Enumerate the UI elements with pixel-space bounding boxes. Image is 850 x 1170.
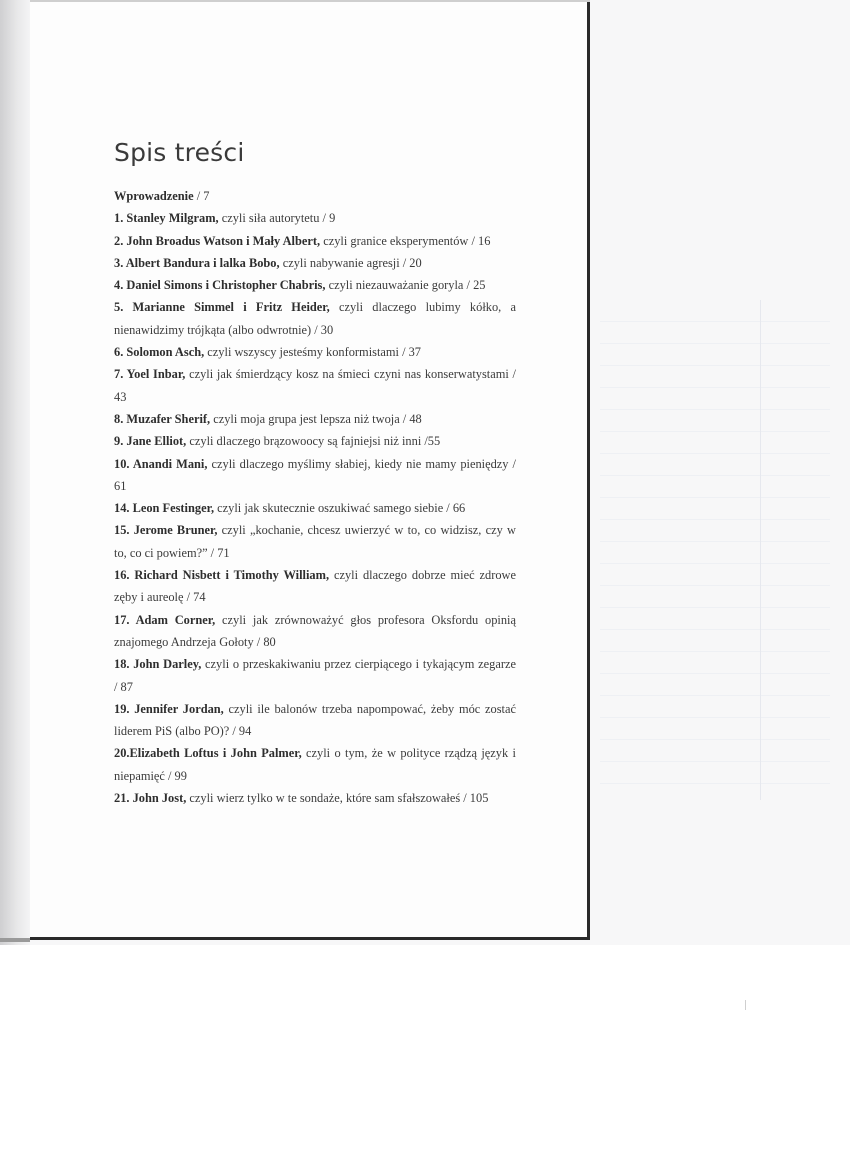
toc-entry-heading: 3. Albert Bandura i lalka Bobo, bbox=[114, 255, 280, 270]
toc-entry bbox=[114, 742, 516, 787]
toc-entry bbox=[114, 497, 516, 519]
book-spine-shadow bbox=[0, 0, 30, 945]
page-top-edge bbox=[30, 0, 590, 2]
toc-entry-text: czyli dlaczego myślimy słabiej, kiedy nie mamy pieniędzy / 61 bbox=[114, 456, 516, 493]
toc-entry-heading: 1. Stanley Milgram, bbox=[114, 211, 219, 226]
toc-entry-text: czyli dlaczego lubimy kółko, a nienawidzimy trójkąta (albo odwrotnie) / 30 bbox=[114, 300, 516, 337]
toc-entry bbox=[114, 363, 516, 408]
toc-entry-text: czyli niezauważanie goryla / 25 bbox=[325, 278, 486, 293]
toc-entry bbox=[114, 296, 516, 341]
toc-entry bbox=[114, 430, 516, 452]
toc-entry-text: czyli siła autorytetu / 9 bbox=[218, 211, 336, 226]
toc-entry-heading: 15. Jerome Bruner, bbox=[114, 523, 218, 538]
toc-entry-text: czyli dlaczego dobrze mieć zdrowe zęby i aureolę / 74 bbox=[114, 568, 516, 605]
toc-entry bbox=[114, 185, 516, 207]
toc-entry bbox=[114, 207, 516, 229]
toc-entry bbox=[114, 564, 516, 609]
toc-entry-text: czyli jak zrównoważyć głos profesora Oksfordu opinią znajomego Andrzeja Gołoty / 80 bbox=[114, 612, 516, 649]
toc-entry-text: czyli o tym, że w polityce rządzą język i niepamięć / 99 bbox=[114, 746, 516, 783]
toc-entry-heading: Wprowadzenie bbox=[114, 189, 194, 203]
toc-entry bbox=[114, 653, 516, 698]
toc-entry-heading: 19. Jennifer Jordan, bbox=[114, 701, 224, 716]
toc-entry bbox=[114, 609, 516, 654]
toc-entry-text: czyli jak śmierdzący kosz na śmieci czyni nas konserwatystami / 43 bbox=[114, 367, 516, 404]
toc-entry-heading: 5. Marianne Simmel i Fritz Heider, bbox=[114, 300, 330, 315]
bleed-through-lines bbox=[600, 300, 830, 800]
toc-entry-text: czyli wierz tylko w te sondaże, które sam sfałszowałeś / 105 bbox=[186, 791, 489, 806]
toc-entry-heading: 18. John Darley, bbox=[114, 657, 202, 672]
bleed-through-rule bbox=[760, 300, 761, 800]
toc-entry-text: czyli granice eksperymentów / 16 bbox=[320, 233, 491, 248]
toc-entry-heading: 16. Richard Nisbett i Timothy William, bbox=[114, 568, 330, 583]
toc-entry-text: czyli moja grupa jest lepsza niż twoja / 48 bbox=[210, 411, 422, 426]
toc-entry-text: / 7 bbox=[193, 189, 210, 203]
toc-entry-heading: 8. Muzafer Sherif, bbox=[114, 411, 211, 426]
toc-entry bbox=[114, 230, 516, 252]
toc-entry bbox=[114, 787, 516, 809]
toc-entry-text: czyli dlaczego brązowoocy są fajniejsi niż inni /55 bbox=[186, 434, 441, 449]
toc-entry-heading: 2. John Broadus Watson i Mały Albert, bbox=[114, 233, 321, 248]
toc-entry-heading: 6. Solomon Asch, bbox=[114, 345, 205, 360]
toc-entry bbox=[114, 408, 516, 430]
toc-entry-heading: 9. Jane Elliot, bbox=[114, 434, 187, 449]
toc-entry-heading: 10. Anandi Mani, bbox=[114, 456, 208, 471]
toc-entry-heading: 21. John Jost, bbox=[114, 791, 187, 806]
table-of-contents bbox=[114, 185, 516, 809]
toc-entry-heading: 20.Elizabeth Loftus i John Palmer, bbox=[114, 746, 302, 761]
toc-entry-heading: 17. Adam Corner, bbox=[114, 612, 216, 627]
toc-entry-text: czyli nabywanie agresji / 20 bbox=[279, 255, 422, 270]
toc-entry bbox=[114, 274, 516, 296]
scan-edge-mark bbox=[0, 938, 30, 942]
page-title: Spis treści bbox=[114, 138, 245, 167]
toc-entry-text: czyli „kochanie, chcesz uwierzyć w to, co widzisz, czy w to, co ci powiem?” / 71 bbox=[114, 523, 516, 560]
toc-entry bbox=[114, 453, 516, 498]
toc-entry-text: czyli jak skutecznie oszukiwać samego siebie / 66 bbox=[214, 501, 466, 516]
toc-entry-heading: 4. Daniel Simons i Christopher Chabris, bbox=[114, 278, 326, 293]
toc-entry bbox=[114, 698, 516, 743]
toc-entry bbox=[114, 519, 516, 564]
toc-entry-heading: 7. Yoel Inbar, bbox=[114, 367, 186, 382]
toc-entry bbox=[114, 252, 516, 274]
toc-entry-heading: 14. Leon Festinger, bbox=[114, 501, 215, 516]
scan-artifact-tick bbox=[745, 1000, 746, 1010]
toc-entry-text: czyli ile balonów trzeba napompować, żeby móc zostać liderem PiS (albo PO)? / 94 bbox=[114, 701, 516, 739]
toc-entry-text: czyli wszyscy jesteśmy konformistami / 37 bbox=[204, 345, 422, 360]
toc-entry-text: czyli o przeskakiwaniu przez cierpiącego i tykającym zegarze / 87 bbox=[114, 657, 516, 694]
toc-entry bbox=[114, 341, 516, 363]
